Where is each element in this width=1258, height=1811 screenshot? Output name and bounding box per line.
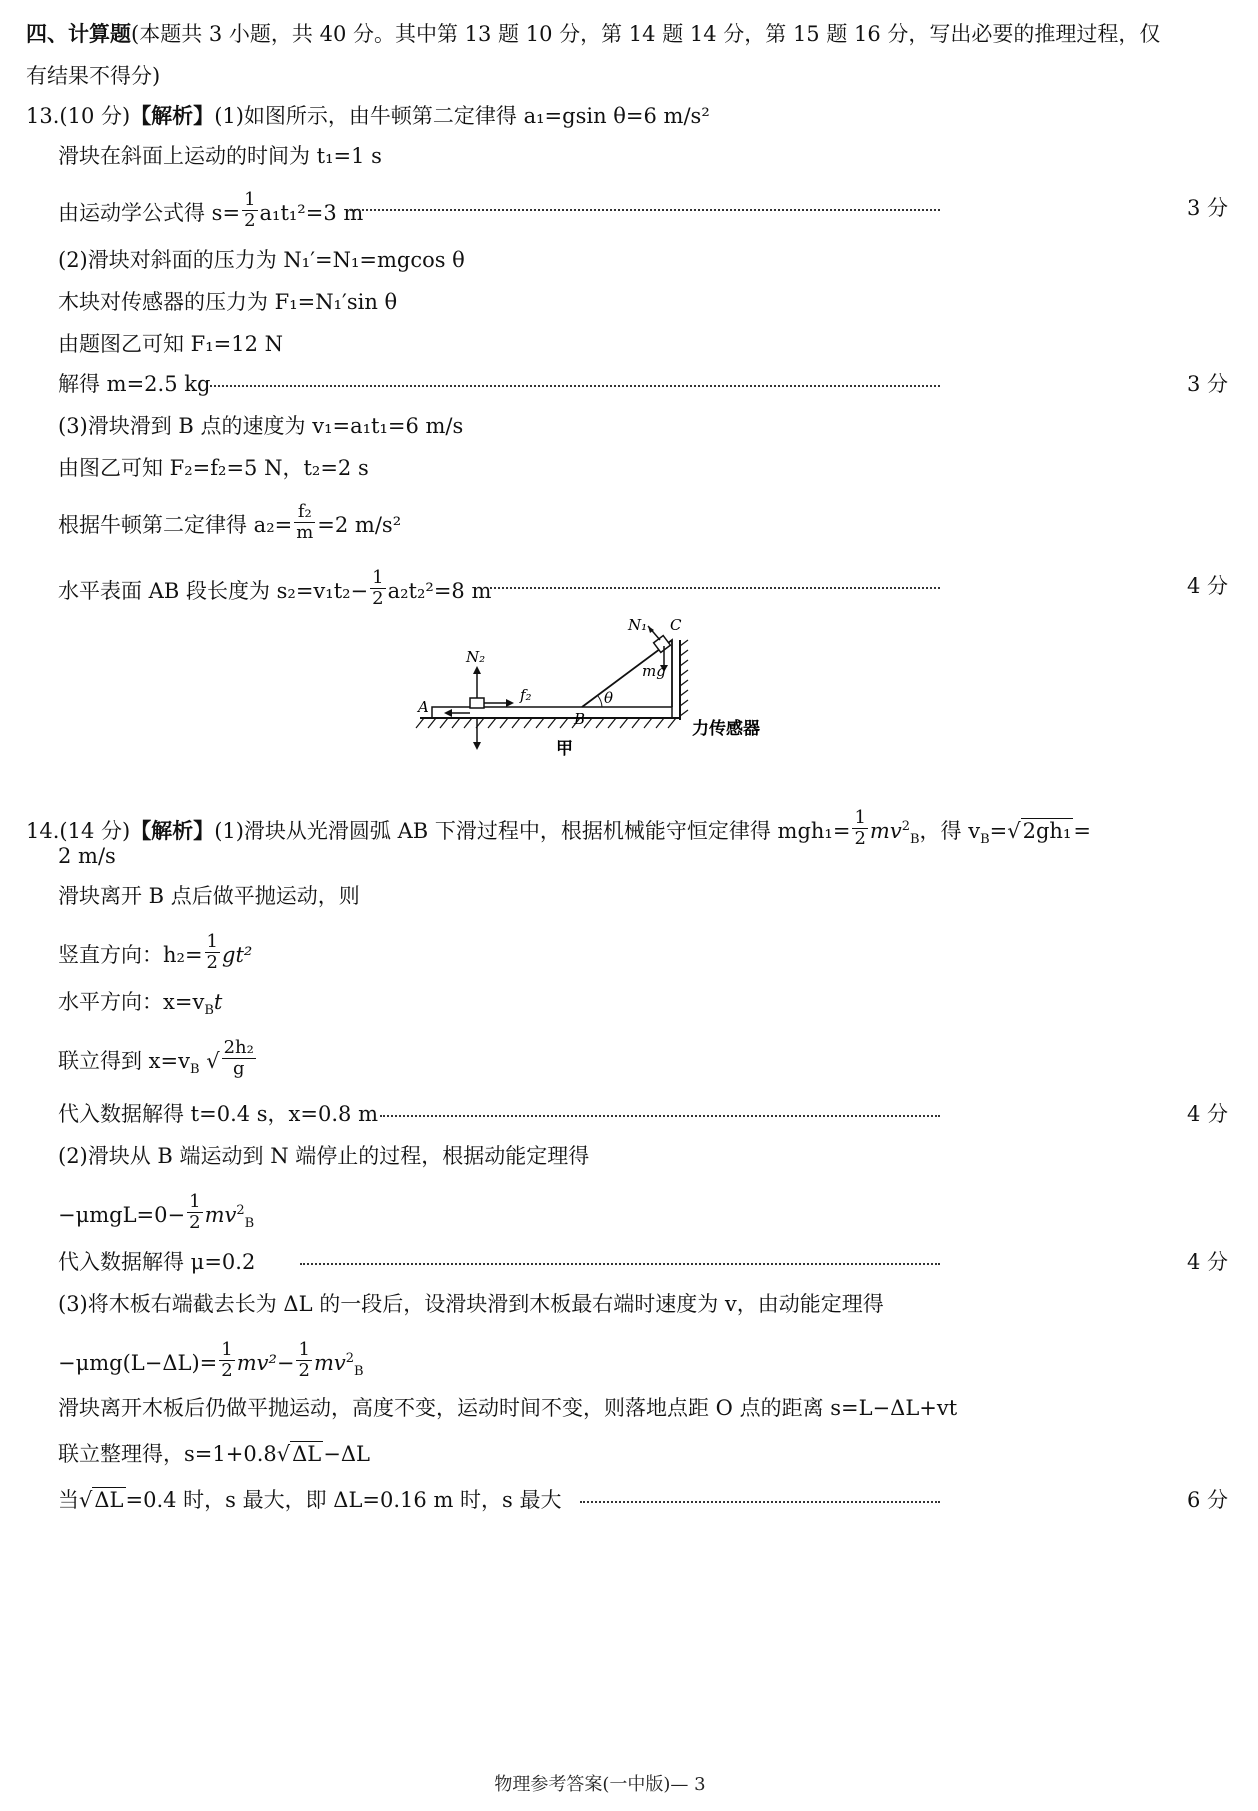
q14-line-5: 水平方向：$x=v_Bt$ xyxy=(58,990,223,1019)
page-footer: 物理参考答案(一中版)— 3 xyxy=(494,1774,706,1795)
leader-dots xyxy=(300,1263,940,1265)
ground-hatch xyxy=(416,718,676,728)
label-mg: mg xyxy=(642,662,666,680)
q13-line-10: 根据牛顿第二定律得 a₂= $\frac{\text{f₂}}{m}$ =2 m/s² xyxy=(58,501,402,543)
q13-line-9: 由图乙可知 F₂=f₂=5 N，t₂=2 s xyxy=(58,456,369,480)
wall-hatch xyxy=(680,640,688,716)
block-on-floor xyxy=(470,698,484,708)
q13-line-5: 木块对传感器的压力为 F₁=N₁′sin θ xyxy=(58,290,398,314)
leader-dots xyxy=(490,587,940,589)
figure-caption: 甲 xyxy=(556,739,573,759)
q14-line-8: (2)滑块从 B 端运动到 N 端停止的过程，根据动能定理得 xyxy=(58,1144,590,1168)
label-sensor: 力传感器 xyxy=(692,719,760,739)
q13-line-11: 水平表面 AB 段长度为 s₂=v₁t₂− $\frac{1}{2}$ a₂t₂²=8 m 4 分 xyxy=(58,567,1228,609)
q14-points-3: 6 分 xyxy=(1186,1488,1228,1512)
section-title: 四、计算题 xyxy=(26,21,131,46)
q14-points-1: 4 分 xyxy=(1186,1102,1228,1126)
sqrt-dL: ΔL xyxy=(94,1488,124,1512)
q14-tag: 【解析】 xyxy=(130,818,215,843)
q13-number: 13.(10 分) xyxy=(26,104,131,128)
leader-dots xyxy=(210,385,940,387)
block-on-incline xyxy=(654,636,671,653)
leader-dots xyxy=(580,1501,940,1503)
q14-line-12: −μmg(L−ΔL)= $\frac{1}{2}$ mv²− $\frac{1}{2}$ $mv^2_B$ xyxy=(58,1339,364,1381)
fraction-half: $\frac{1}{2}$ xyxy=(298,1339,310,1381)
q14-line-7: 代入数据解得 t=0.4 s，x=0.8 m 4 分 xyxy=(58,1102,1228,1126)
fraction-f2-over-m: $\frac{\text{f₂}}{m}$ xyxy=(296,501,314,543)
q13-line-2: 滑块在斜面上运动的时间为 t₁=1 s xyxy=(58,144,382,168)
fraction-half: $\frac{1}{2}$ xyxy=(206,931,218,973)
q14-line-13: 滑块离开木板后仍做平抛运动，高度不变，运动时间不变，则落地点距 O 点的距离 s=L−ΔL+vt xyxy=(58,1396,958,1420)
q14-points-2: 4 分 xyxy=(1186,1250,1228,1274)
q14-line-9: −μmgL=0− $\frac{1}{2}$ $mv^2_B$ xyxy=(58,1191,255,1233)
fraction-2h2-over-g: $\frac{\text{2h₂}}{g}$ xyxy=(223,1037,254,1079)
q13-line-3: 由运动学公式得 s= $\frac{1}{2}$ a₁t₁²=3 m 3 分 xyxy=(58,189,1228,231)
leader-dots xyxy=(380,1115,940,1117)
sqrt-dL: ΔL xyxy=(292,1442,322,1466)
fraction-half: $\frac{1}{2}$ xyxy=(244,189,256,231)
q13-line-8: (3)滑块滑到 B 点的速度为 v₁=a₁t₁=6 m/s xyxy=(58,414,464,438)
fraction-half: $\frac{1}{2}$ xyxy=(189,1191,201,1233)
label-N1: N₁ xyxy=(628,616,648,634)
figure-jia xyxy=(0,610,1200,780)
q14-line-6: 联立得到 $x=v_B$ √ $\frac{\text{2h₂}}{g}$ xyxy=(58,1037,254,1079)
fraction-half: $\frac{1}{2}$ xyxy=(854,807,866,849)
q13-points-1: 3 分 xyxy=(1186,196,1228,220)
section-header xyxy=(0,20,1226,48)
q14-line-14: 联立整理得，s=1+0.8√ΔL−ΔL xyxy=(58,1442,370,1466)
label-theta: θ xyxy=(604,689,614,707)
sqrt-2gh1: 2gh₁ xyxy=(1022,819,1072,843)
q14-number: 14.(14 分) xyxy=(26,819,131,843)
q13-line-7: 解得 m=2.5 kg 3 分 xyxy=(58,372,1228,396)
label-B: B xyxy=(574,710,586,728)
label-N2: N₂ xyxy=(466,648,486,666)
q14-line-10: 代入数据解得 μ=0.2 4 分 xyxy=(58,1250,1228,1274)
q14-line-3: 滑块离开 B 点后做平抛运动，则 xyxy=(58,884,360,908)
section-desc-line-2: 有结果不得分) xyxy=(26,64,161,88)
q14-line-4: 竖直方向：h₂= $\frac{1}{2}$ gt² xyxy=(58,931,253,973)
fraction-half: $\frac{1}{2}$ xyxy=(221,1339,233,1381)
q14-line-15: 当√ΔL=0.4 时，s 最大，即 ΔL=0.16 m 时，s 最大 6 分 xyxy=(58,1488,1228,1512)
label-f2: f₂ xyxy=(520,686,532,704)
q13-points-3: 4 分 xyxy=(1186,574,1228,598)
q13-points-2: 3 分 xyxy=(1186,372,1228,396)
label-A: A xyxy=(418,698,429,716)
q13-line-1 xyxy=(0,102,1226,130)
q13-line-4: (2)滑块对斜面的压力为 N₁′=N₁=mgcos θ xyxy=(58,248,465,272)
label-C: C xyxy=(670,616,682,634)
q13-step-1: (1)如图所示，由牛顿第二定律得 a₁=gsin θ=6 m/s² xyxy=(214,104,710,128)
fraction-half: $\frac{1}{2}$ xyxy=(372,567,384,609)
section-desc-1: (本题共 3 小题，共 40 分。其中第 13 题 10 分，第 14 题 14 分，第 15 题 16 分，写出必要的推理过程，仅 xyxy=(131,22,1161,46)
q14-line-1: 14.(14 分)【解析】(1)滑块从光滑圆弧 AB 下滑过程中，根据机械能守恒定律得 mgh₁= $\frac{1}{2}$ $mv^2_B$，得 $v_B=√2gh_1=$ xyxy=(26,807,1091,849)
q13-tag: 【解析】 xyxy=(130,103,215,128)
q13-line-6: 由题图乙可知 F₁=12 N xyxy=(58,332,284,356)
q14-line-2: 2 m/s xyxy=(58,844,116,868)
q14-line-11: (3)将木板右端截去长为 ΔL 的一段后，设滑块滑到木板最右端时速度为 v，由动能定理得 xyxy=(58,1292,884,1316)
leader-dots xyxy=(350,209,940,211)
angle-arc xyxy=(598,696,602,707)
